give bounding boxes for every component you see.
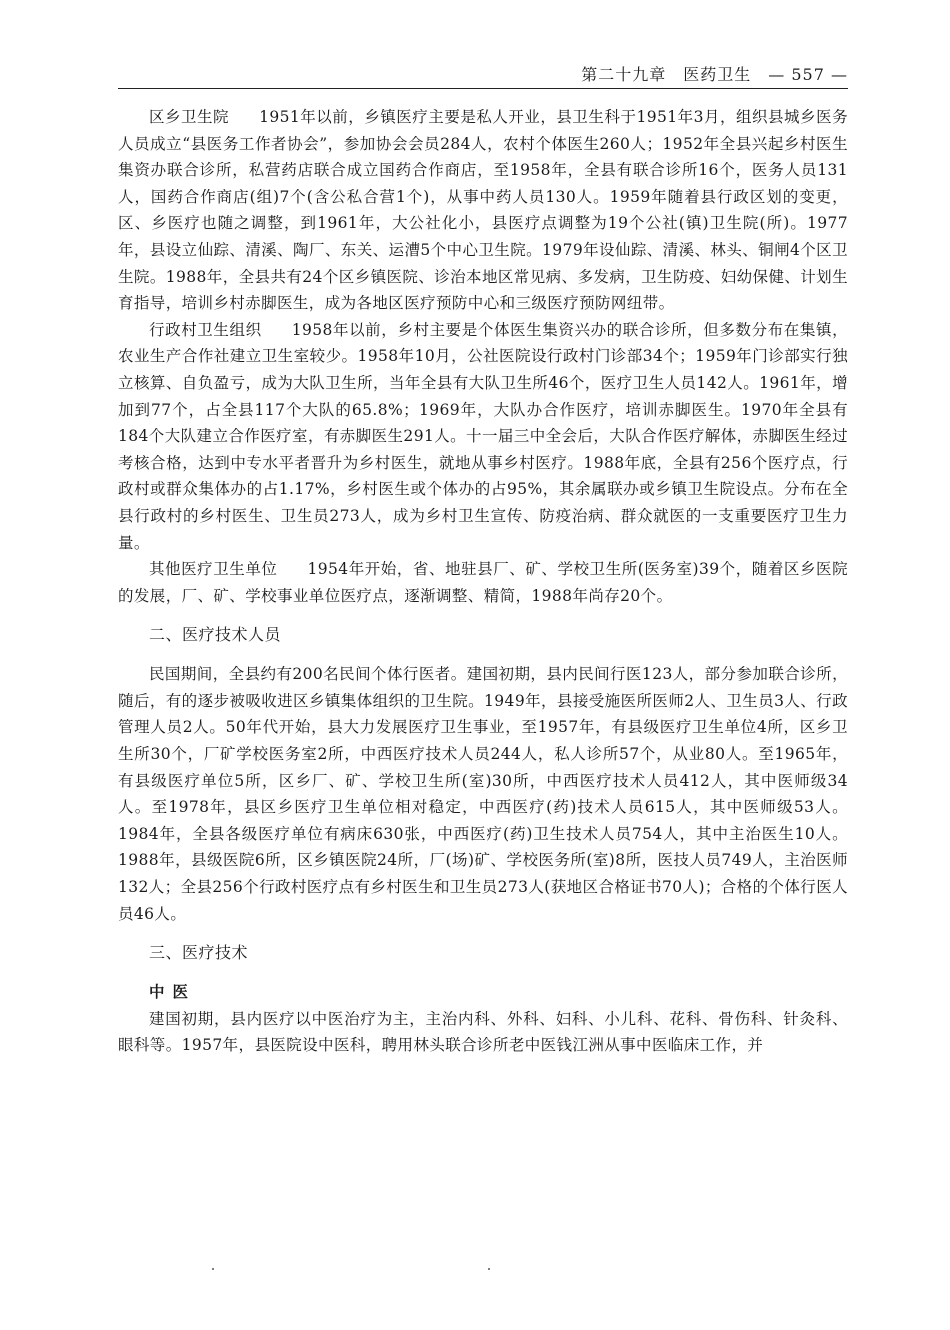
- term-district-clinics: 区乡卫生院: [149, 108, 230, 126]
- page-body: [118, 104, 848, 1059]
- term-village-health: 行政村卫生组织: [149, 320, 262, 339]
- page-header: [118, 56, 848, 89]
- section-heading-medical-technology: 三、医疗技术: [149, 943, 249, 963]
- paragraph-text: 1958年以前，乡村主要是个体医生集资兴办的联合诊所，但多数分布在集镇，农业生产合作社建立卫生室较少。1958年10月，公社医院设行政村门诊部34个；1959年门诊部实行独立核算、自负盈亏，成为大队卫生所，当年全县有大队卫生所46个，医疗卫生人员142人。1961年，增加到77个，占全县117个大队的65.8%；1969年，大队办合作医疗，培训赤脚医生。1970年全县有184个大队建立合作医疗室，有赤脚医生291人。十一届三中全会后，大队合作医疗解体，赤脚医生经过考核合格，达到中专水平者晋升为乡村医生，就地从事乡村医疗。1988年底，全县有256个医疗点，行政村或群众集体办的占1.17%，乡村医生或个体办的占95%，其余属联办或乡镇卫生院设点。分布在全县行政村的乡村医生、卫生员273人，成为乡村卫生宣传、防疫治病、群众就医的一支重要医疗卫生力量。: [118, 320, 848, 552]
- scan-speck: [488, 1268, 490, 1270]
- section-heading-medical-staff: 二、医疗技术人员: [149, 625, 282, 645]
- scan-specks: [0, 1268, 950, 1278]
- paragraph-text: 1951年以前，乡镇医疗主要是私人开业，县卫生科于1951年3月，组织县城乡医务人员成立“县医务工作者协会”，参加协会会员284人，农村个体医生260人；1952年全县兴起乡村医生集资办联合诊所，私营药店联合成立国药合作商店，至1958年，全县有联合诊所16个，医务人员131人，国药合作商店(组)7个(含公私合营1个)，从事中药人员130人。1959年随着县行政区划的变更，区、乡医疗也随之调整，到1961年，大公社化小，县医疗点调整为19个公社(镇)卫生院(所)。1977年，县设立仙踪、清溪、陶厂、东关、运漕5个中心卫生院。1979年设仙踪、清溪、林头、铜闸4个区卫生院。1988年，全县共有24个区乡镇医院、诊治本地区常见病、多发病，卫生防疫、妇幼保健、计划生育指导，培训乡村赤脚医生，成为各地区医疗预防中心和三级医疗预防网纽带。: [118, 108, 848, 313]
- paragraph-chinese-medicine: 建国初期，县内医疗以中医治疗为主，主治内科、外科、妇科、小儿科、花科、骨伤科、针灸科、眼科等。1957年，县医院设中医科，聘用林头联合诊所老中医钱江洲从事中医临床工作，并: [118, 1009, 848, 1055]
- term-other-units: 其他医疗卫生单位: [149, 560, 278, 579]
- paragraph-other-units: [118, 556, 848, 609]
- subheading-chinese-medicine: 中医: [149, 983, 197, 1002]
- paragraph-text: 1954年开始，省、地驻县厂、矿、学校卫生所(医务室)39个，随着区乡医院的发展，厂、矿、学校事业单位医疗点，逐渐调整、精简，1988年尚存20个。: [118, 560, 848, 605]
- paragraph-village-health: [118, 317, 848, 556]
- scan-speck: [212, 1268, 214, 1270]
- running-header: 第二十九章 医药卫生 — 557 —: [581, 65, 848, 84]
- paragraph-medical-staff: 民国期间，全县约有200名民间个体行医者。建国初期，县内民间行医123人，部分参加联合诊所，随后，有的逐步被吸收进区乡镇集体组织的卫生院。1949年，县接受施医所医师2人、卫生员3人、行政管理人员2人。50年代开始，县大力发展医疗卫生事业，至1957年，有县级医疗卫生单位4所，区乡卫生所30个，厂矿学校医务室2所，中西医疗技术人员244人，私人诊所57个，从业80人。至1965年，有县级医疗单位5所，区乡厂、矿、学校卫生所(室)30所，中西医疗技术人员412人，其中医师级34人。至1978年，县区乡医疗卫生单位相对稳定，中西医疗(药)技术人员615人，其中医师级53人。1984年，全县各级医疗单位有病床630张，中西医疗(药)卫生技术人员754人，其中主治医生10人。1988年，县级医院6所，区乡镇医院24所，厂(场)矿、学校医务所(室)8所，医技人员749人，主治医师132人；全县256个行政村医疗点有乡村医生和卫生员273人(获地区合格证书70人)；合格的个体行医人员46人。: [118, 665, 848, 923]
- paragraph-district-clinics: [118, 104, 848, 317]
